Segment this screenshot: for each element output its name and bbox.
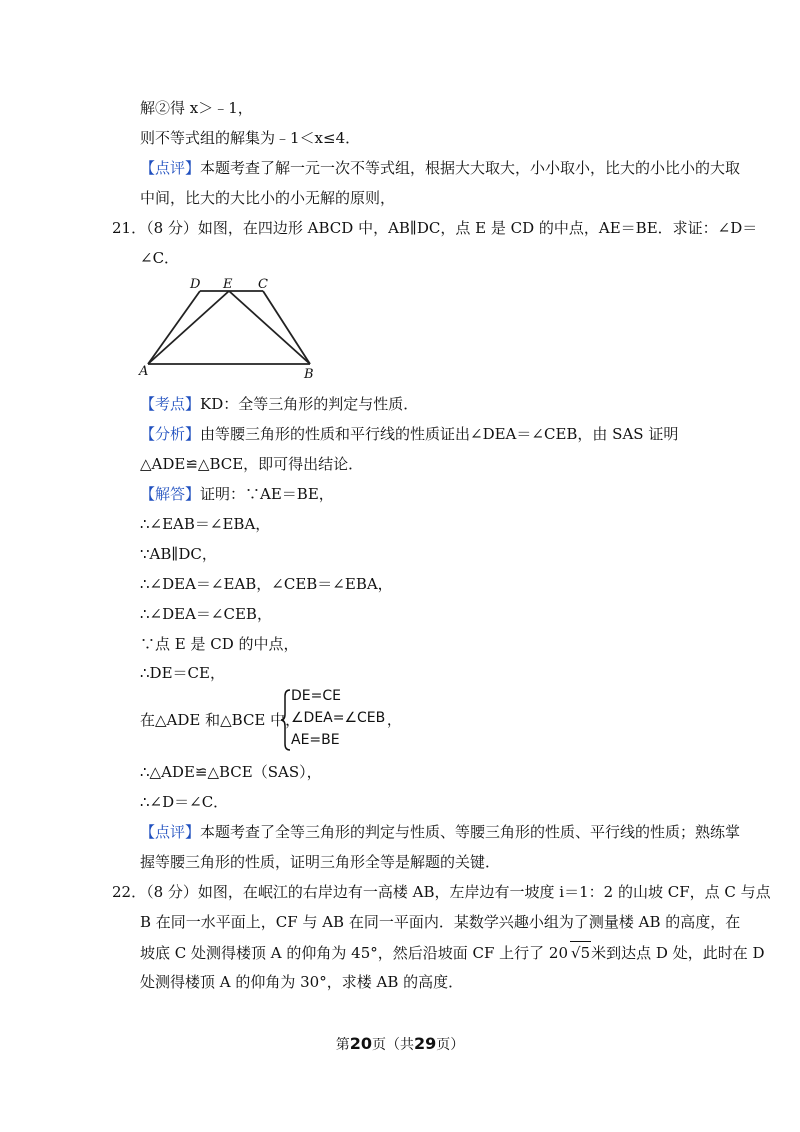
analysis-tag: 【分析】 — [140, 425, 201, 443]
proof-step: 在△ADE 和△BCE 中， — [140, 711, 301, 729]
text-line: ∠C． — [140, 249, 180, 267]
system-row-2: ∠DEA=∠CEB — [291, 710, 386, 726]
text-line: 解②得 x＞﹣1， — [140, 99, 253, 117]
text-part: 米到达点 D 处，此时在 D — [591, 944, 765, 962]
footer-total-pages: 29 — [414, 1034, 437, 1053]
label-c: C — [258, 277, 268, 292]
label-a: A — [139, 364, 149, 379]
system-comma: ， — [387, 713, 401, 729]
proof-step: ∴∠DEA＝∠CEB， — [140, 605, 272, 623]
question-text: （8 分）如图，在岷江的右岸边有一高楼 AB，左岸边有一坡度 i＝1：2 的山坡 CF，点 C 与点 — [146, 883, 771, 901]
question-21 — [112, 217, 757, 239]
kaodian-tag: 【考点】 — [140, 395, 201, 413]
question-number: 21． — [112, 219, 147, 237]
review-line — [140, 821, 740, 843]
text-line: 处测得楼顶 A 的仰角为 30°，求楼 AB 的高度． — [140, 973, 464, 991]
comment-text: 本题考查了解一元一次不等式组，根据大大取大，小小取小，比大的小比小的大取 — [200, 159, 741, 177]
proof-step: ∴△ADE≌△BCE（SAS）， — [140, 763, 322, 781]
text-line: 则不等式组的解集为﹣1＜x≤4． — [140, 129, 361, 147]
edge-ad — [148, 291, 200, 364]
answer-text: 证明：∵AE＝BE， — [200, 485, 334, 503]
system-row-3: AE=BE — [291, 732, 340, 748]
left-brace-icon — [281, 688, 291, 752]
text-line: △ADE≌△BCE，即可得出结论． — [140, 455, 364, 473]
question-text: （8 分）如图，在四边形 ABCD 中，AB∥DC，点 E 是 CD 的中点，AE＝BE．求证：∠D＝ — [146, 219, 758, 237]
kaodian-line — [140, 393, 418, 415]
proof-step: ∴∠D＝∠C． — [140, 793, 229, 811]
kaodian-text: KD：全等三角形的判定与性质． — [200, 395, 419, 413]
footer-page-number: 20 — [349, 1034, 372, 1053]
text-line: 握等腰三角形的性质，证明三角形全等是解题的关键． — [140, 853, 501, 871]
comment-line — [140, 157, 740, 179]
analysis-line — [140, 423, 678, 445]
comment-tag: 【点评】 — [140, 159, 201, 177]
proof-step: ∵点 E 是 CD 的中点， — [140, 635, 299, 653]
question-22 — [112, 881, 771, 903]
trapezoid-figure — [138, 272, 318, 382]
footer-suffix: 页） — [436, 1037, 465, 1053]
text-part: 坡底 C 处测得楼顶 A 的仰角为 45°，然后沿坡面 CF 上行了 20 — [140, 944, 569, 962]
footer-mid: 页（共 — [372, 1037, 414, 1053]
page-footer — [0, 1034, 800, 1054]
question-number: 22． — [112, 883, 147, 901]
proof-step: ∴∠DEA＝∠EAB，∠CEB＝∠EBA， — [140, 575, 393, 593]
proof-step: ∴DE＝CE， — [140, 664, 225, 682]
text-line — [140, 941, 764, 964]
answer-tag: 【解答】 — [140, 485, 201, 503]
review-text: 本题考查了全等三角形的判定与性质、等腰三角形的性质、平行线的性质；熟练掌 — [200, 823, 741, 841]
answer-line — [140, 483, 334, 505]
review-tag: 【点评】 — [140, 823, 201, 841]
proof-step: ∵AB∥DC， — [140, 545, 217, 563]
label-b: B — [304, 367, 314, 382]
proof-step: ∴∠EAB＝∠EBA， — [140, 515, 271, 533]
sqrt-symbol: √5 — [570, 941, 591, 964]
text-line: B 在同一水平面上，CF 与 AB 在同一平面内．某数学兴趣小组为了测量楼 AB 的高度，在 — [140, 913, 741, 931]
sqrt-radicand: 5 — [580, 944, 591, 962]
equation-system — [281, 688, 401, 752]
text-line: 中间，比大的大比小的小无解的原则， — [140, 189, 396, 207]
label-e: E — [223, 277, 233, 292]
analysis-text: 由等腰三角形的性质和平行线的性质证出∠DEA＝∠CEB，由 SAS 证明 — [200, 425, 679, 443]
system-row-1: DE=CE — [291, 688, 341, 704]
label-d: D — [190, 277, 201, 292]
footer-prefix: 第 — [335, 1037, 350, 1053]
edge-ae — [148, 291, 229, 364]
